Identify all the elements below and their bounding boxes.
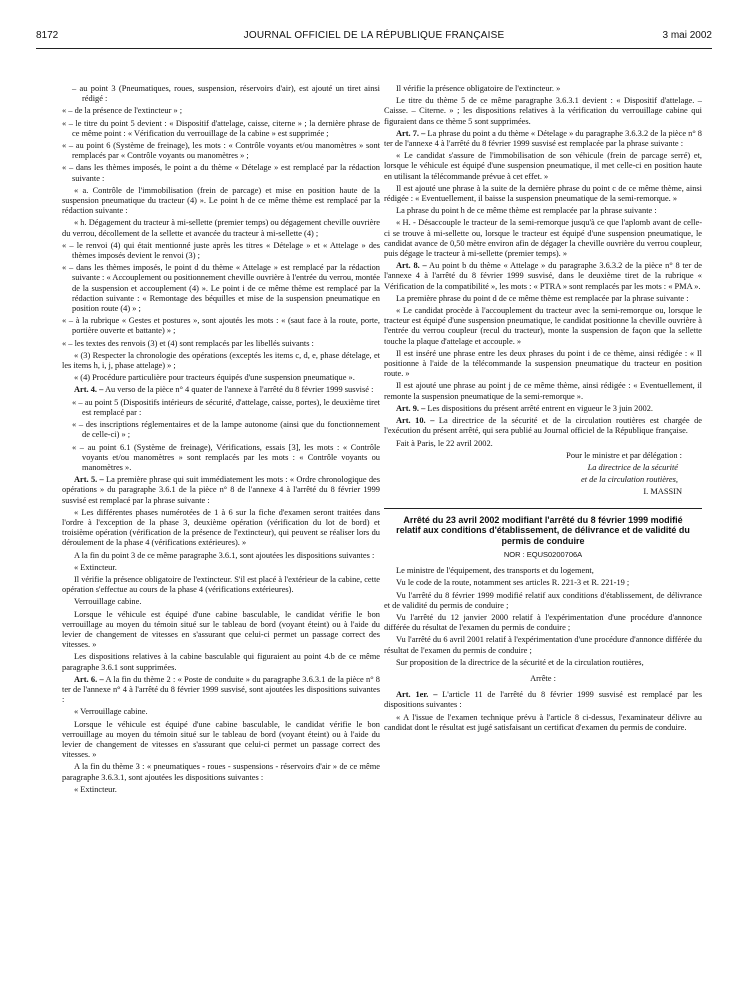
arrete-label: Arrête : <box>530 674 556 684</box>
paragraph <box>62 508 380 549</box>
paragraph-text: « Le candidat s'assure de l'immobilisation de son véhicule (frein de parcage serré) et, lorsque le véhicule est équipé d'une suspension pneumatique, il met celle-ci en position haute en utilisant la télécommande prévue à cet effet. » <box>384 151 702 181</box>
paragraph <box>62 398 380 418</box>
paragraph <box>62 551 380 561</box>
paragraph <box>62 675 380 706</box>
article-label: Art. 4. – <box>74 385 104 395</box>
paragraph <box>62 420 380 440</box>
paragraph-text: La première phrase qui suit immédiatement les mots : « Ordre chronologique des opérations » du paragraphe 3.6.1 de la pièce n° 8 de l'annexe 4 à l'arrêté du 8 février 1999 susvisé est remplacé par la phrase suivante : <box>62 475 380 505</box>
paragraph <box>384 129 702 149</box>
paragraph-text: Vu l'arrêté du 12 janvier 2000 relatif à l'expérimentation d'une procédure d'annonce différée du résultat de l'examen du permis de conduire ; <box>384 613 702 633</box>
paragraph <box>62 241 380 261</box>
paragraph <box>384 713 702 733</box>
paragraph-text: Il vérifie la présence obligatoire de l'extincteur. S'il est placé à l'extérieur de la cabine, cette opération s'effectue au cours de la phase 4 (vérifications extérieures). <box>62 574 380 595</box>
paragraph-text: « – au point 6.1 (Système de freinage), Vérifications, essais [3], les mots : « Contrôle voyants et/ou manomètres » sont remplacés par les mots : « Contrôle voyants ou manomètres ». <box>72 442 380 472</box>
paragraph-text: Verrouillage cabine. <box>74 597 142 607</box>
paragraph <box>384 184 702 204</box>
article-label: Art. 5. – <box>74 475 104 485</box>
paragraph-text: « Verrouillage cabine. <box>74 707 148 717</box>
decree-preamble <box>384 566 702 668</box>
paragraph <box>62 785 380 795</box>
journal-title: JOURNAL OFFICIEL DE LA RÉPUBLIQUE FRANÇAISE <box>243 30 505 41</box>
paragraph <box>62 443 380 474</box>
paragraph-text: Lorsque le véhicule est équipé d'une cabine basculable, le candidat vérifie le bon verrouillage au moyen du témoin situé sur le tableau de bord (voyant éteint) ou à l'aide du levier de changement de vitesses en s'assurant que celui-ci permet un passage correct des vitesses. » <box>62 719 380 760</box>
paragraph-text: Fait à Paris, le 22 avril 2002. <box>396 438 493 448</box>
paragraph <box>62 385 380 395</box>
paragraph-text: Le titre du thème 5 de ce même paragraphe 3.6.3.1 devient : « Dispositif d'attelage. – Caisse. – Citerne. » ; les dispositions relatives à la vérification du verrouillage cabine qui figuraient dans ce thème 5 sont supprimées. <box>384 96 702 126</box>
paragraph-text: « H. - Désaccouple le tracteur de la semi-remorque jusqu'à ce que l'aplomb avant de celle-ci se trouve à mi-sellette ou, lorsque le tracteur est équipé d'une suspension pneumatique, le candidat avance de 0,50 mètre environ afin de dégager la cheville ouvrière du verrou coupleur, puis dégage le tracteur à mi-sellette (premier temps). » <box>384 218 702 259</box>
paragraph <box>62 186 380 217</box>
paragraph <box>384 381 702 401</box>
paragraph-text: « – dans les thèmes imposés, le point a du thème « Dételage » est remplacé par la rédaction suivante : <box>62 163 380 183</box>
paragraph-text: Au point b du thème « Attelage » du paragraphe 3.6.3.2 de la pièce n° 8 ter de l'annexe 4 à l'arrêté du 8 février 1999 susvisé, dans le deuxième tiret de la rubrique « Vérification de la compatibilité », les mots : « PTRA » sont remplacés par les mots : « PMA ». <box>384 261 702 291</box>
paragraph-text: L'article 11 de l'arrêté du 8 février 1999 susvisé est remplacé par les dispositions suivantes : <box>384 690 703 710</box>
paragraph <box>62 119 380 139</box>
paragraph-text: « – de la présence de l'extincteur » ; <box>62 106 183 116</box>
paragraph-text: « – le titre du point 5 devient : « Dispositif d'attelage, caisse, citerne » ; la dernière phrase de ce même point : « Vérification du verrouillage de la cabine » est supprimée ; <box>62 118 380 138</box>
paragraph-text: « – les textes des renvois (3) et (4) sont remplacés par les libellés suivants : <box>62 338 314 348</box>
paragraph-text: Vu le code de la route, notamment ses articles R. 221-3 et R. 221-19 ; <box>396 578 630 588</box>
decree-nor: NOR : EQUS0200706A <box>503 550 583 560</box>
paragraph <box>62 141 380 161</box>
paragraph <box>384 578 702 588</box>
paragraph <box>62 106 380 116</box>
paragraph <box>384 635 702 655</box>
decree-title: Arrêté du 23 avril 2002 modifiant l'arrêté du 8 février 1999 modifié relatif aux conditions d'établissement, de délivrance et de validité du permis de conduire <box>396 514 690 546</box>
paragraph <box>384 658 702 668</box>
paragraph-text: « Le candidat procède à l'accouplement du tracteur avec la semi-remorque ou, lorsque le tracteur est équipé d'une suspension pneumatique, le candidat positionne la cheville ouvrière à l'entrée du verrou coupleur (recul du tracteur), monte la suspension de façon que la sellette touche la plaque d'attelage et accouple. » <box>384 306 702 346</box>
paragraph <box>62 351 380 371</box>
paragraph-text: Il vérifie la présence obligatoire de l'extincteur. » <box>396 84 561 93</box>
paragraph <box>384 84 702 94</box>
signature-line-2: La directrice de la sécurité <box>587 462 678 472</box>
paragraph <box>62 720 380 761</box>
paragraph-text: La phrase du point a du thème « Dételage » du paragraphe 3.6.3.2 de la pièce n° 8 ter de l'annexe 4 à l'arrêté du 8 février 1999 susvisé est remplacée par la phrase suivante : <box>384 128 702 149</box>
decree-articles <box>384 690 702 733</box>
left-column <box>62 84 380 797</box>
paragraph-text: Il est ajouté une phrase à la suite de la dernière phrase du point c de ce même thème, ainsi rédigée : « Eventuellement, il baisse la suspension pneumatique de la semi-remorque. » <box>384 183 702 204</box>
page-number: 8172 <box>36 30 59 41</box>
paragraph <box>384 566 702 576</box>
paragraph <box>62 762 380 782</box>
paragraph <box>384 151 702 182</box>
paragraph <box>62 610 380 651</box>
article-label: Art. 7. – <box>396 128 426 138</box>
paragraph-text: La phrase du point h de ce même thème est remplacée par la phrase suivante : <box>396 206 657 216</box>
article-label: Art. 9. – <box>396 403 426 413</box>
paragraph <box>384 294 702 304</box>
paragraph-text: « – au point 6 (Système de freinage), les mots : « Contrôle voyants et/ou manomètres » sont remplacés par « Contrôle voyants ou manomètres » ; <box>62 141 380 161</box>
signature-line-1: Pour le ministre et par délégation : <box>566 450 682 460</box>
paragraph-text: Les dispositions du présent arrêté entrent en vigueur le 3 juin 2002. <box>425 403 654 413</box>
paragraph <box>384 416 702 436</box>
paragraph <box>62 707 380 717</box>
paragraph-text: « – à la rubrique « Gestes et postures », sont ajoutés les mots : « (saut face à la route, porte, portière ouverte et battante) » ; <box>62 316 380 336</box>
paragraph <box>384 349 702 380</box>
paragraph <box>384 591 702 611</box>
right-column-text <box>384 84 702 449</box>
paragraph-text: « A l'issue de l'examen technique prévu à l'article 8 ci-dessus, l'examinateur délivre au candidat dont le résultat est jugé satisfaisant un certificat d'examen du permis de conduire. <box>384 712 702 732</box>
signature-name: I. MASSIN <box>643 487 682 497</box>
article-label: Art. 6. – <box>74 674 104 684</box>
paragraph <box>384 306 702 347</box>
paragraph-text: « – le renvoi (4) qui était mentionné juste après les titres « Dételage » et « Attelage » des thèmes imposés devient le renvoi (3) ; <box>62 240 380 261</box>
paragraph-text: « – dans les thèmes imposés, le point d du thème « Attelage » est remplacé par la rédaction suivante : « Accouplement ou positionnement cheville ouvrière à l'entrée du verrou, montée de la suspension et accouplement (4) ». Le point i de ce même thème est remplacé par la rédaction suivante : « Remontage des béquilles et mise de la suspension pneumatique en position route (4) » ; <box>62 263 380 314</box>
paragraph <box>384 690 702 710</box>
header-rule <box>36 48 712 49</box>
paragraph <box>62 597 380 607</box>
paragraph <box>62 563 380 573</box>
page-header <box>36 28 712 44</box>
article-label: Art. 8. – <box>396 261 427 271</box>
paragraph <box>62 218 380 238</box>
paragraph <box>62 263 380 314</box>
paragraph-text: Lorsque le véhicule est équipé d'une cabine basculable, le candidat vérifie le bon verrouillage au moyen du témoin situé sur le tableau de bord (voyant éteint) ou à l'aide du levier de changement de vitesses en s'assurant que celui-ci permet un passage correct des vitesses. » <box>62 609 380 650</box>
paragraph <box>384 96 702 127</box>
paragraph <box>384 206 702 216</box>
paragraph <box>384 439 702 449</box>
paragraph-text: A la fin du thème 3 : « pneumatiques - roues - suspensions - réservoirs d'air » de ce même paragraphe 3.6.3.1, sont ajoutées les dispositions suivantes : <box>62 762 380 782</box>
paragraph-text: Vu l'arrêté du 6 avril 2001 relatif à l'expérimentation d'une procédure d'annonce différée du résultat de l'examen du permis de conduire ; <box>384 635 702 655</box>
paragraph-text: Il est inséré une phrase entre les deux phrases du point i de ce thème, ainsi rédigée : « Il positionne à l'aide de la télécommande la suspension pneumatique du tracteur en position route. » <box>384 348 702 379</box>
paragraph-text: – au point 3 (Pneumatiques, roues, suspension, réservoirs d'air), est ajouté un tiret ainsi rédigé : <box>72 84 380 104</box>
paragraph-text: La directrice de la sécurité et de la circulation routières est chargée de l'exécution du présent arrêté, qui sera publié au Journal officiel de la République française. <box>384 416 702 436</box>
paragraph-text: A la fin du thème 2 : « Poste de conduite » du paragraphe 3.6.3.1 de la pièce n° 8 ter de l'annexe n° 4 à l'arrêté du 8 février 1999 susvisé, sont ajoutées les dispositions suivantes : <box>62 674 380 705</box>
paragraph-text: « Les différentes phases numérotées de 1 à 6 sur la fiche d'examen seront traitées dans l'ordre à l'exception de la phase 3, deuxième opération (vérification du lot de bord) et troisième opération (vérification de la présence de l'extincteur), qui peuvent se réaliser lors du déroulement de la phase 4 (vérifications extérieures). » <box>62 507 380 548</box>
paragraph <box>62 163 380 183</box>
paragraph <box>62 339 380 349</box>
paragraph <box>384 218 702 259</box>
paragraph <box>62 575 380 595</box>
right-column <box>384 84 702 735</box>
paragraph-text: Le ministre de l'équipement, des transports et du logement, <box>396 566 594 576</box>
paragraph-text: Les dispositions relatives à la cabine basculable qui figuraient au point 4.b de ce même paragraphe 3.6.1 sont supprimées. <box>62 652 380 672</box>
paragraph-text: La première phrase du point d de ce même thème est remplacée par la phrase suivante : <box>396 293 689 303</box>
paragraph <box>384 613 702 633</box>
publication-date: 3 mai 2002 <box>662 30 712 41</box>
paragraph-text: « (4) Procédure particulière pour tracteurs équipés d'une suspension pneumatique ». <box>74 373 355 383</box>
signature-line-3: et de la circulation routières, <box>581 475 678 485</box>
paragraph <box>62 84 380 104</box>
paragraph-text: Au verso de la pièce n° 4 quater de l'annexe à l'arrêté du 8 février 1999 susvisé : <box>103 385 374 395</box>
paragraph-text: Vu l'arrêté du 8 février 1999 modifié relatif aux conditions d'établissement, de délivrance et de validité du permis de conduire ; <box>384 590 702 610</box>
paragraph-text: « Extincteur. <box>74 562 117 572</box>
paragraph <box>62 373 380 383</box>
paragraph-text: « – au point 5 (Dispositifs intérieurs de sécurité, d'attelage, caisse, portes), le deuxième tiret est remplacé par : <box>72 397 380 417</box>
paragraph <box>62 316 380 336</box>
paragraph <box>62 475 380 506</box>
paragraph <box>62 652 380 672</box>
paragraph-text: « Extincteur. <box>74 784 117 794</box>
section-separator <box>384 508 702 509</box>
paragraph-text: « a. Contrôle de l'immobilisation (frein de parcage) et mise en position haute de la suspension pneumatique du tracteur (4) ». Le point h de ce même thème est remplacé par la rédaction suivante : <box>62 185 380 216</box>
paragraph <box>384 261 702 292</box>
paragraph-text: « – des inscriptions réglementaires et de la lampe autonome (ainsi que du fonctionnement de celle-ci) » ; <box>72 420 380 440</box>
paragraph-text: Sur proposition de la directrice de la sécurité et de la circulation routières, <box>396 657 644 667</box>
paragraph-text: « (3) Respecter la chronologie des opérations (exceptés les items c, d, e, phase dételage, et les items h, i, j, phase attelage) » ; <box>62 350 380 371</box>
paragraph-text: A la fin du point 3 de ce même paragraphe 3.6.1, sont ajoutées les dispositions suivantes : <box>74 550 375 560</box>
paragraph-text: Il est ajouté une phrase au point j de ce même thème, ainsi rédigée : « Eventuellement, il remonte la suspension pneumatique de la semi-remorque ». <box>384 381 702 401</box>
paragraph <box>384 404 702 414</box>
paragraph-text: « h. Dégagement du tracteur à mi-sellette (premier temps) ou dégagement cheville ouvrière du verrou, décollement de la sellette et avancée du tracteur à mi-sellette (4) ; <box>62 218 380 238</box>
article-label: Art. 10. – <box>396 416 435 426</box>
article-label: Art. 1er. – <box>396 690 438 700</box>
